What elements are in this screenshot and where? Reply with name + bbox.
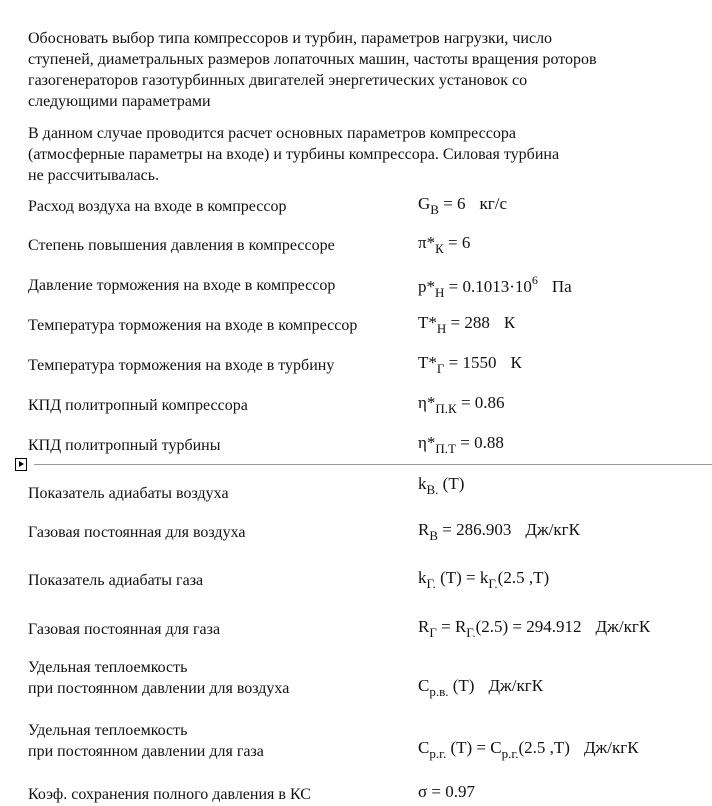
value: = 288 (450, 313, 490, 332)
math-expression[interactable] (418, 393, 505, 417)
value: = 6 (448, 233, 471, 252)
subscript: В (430, 202, 439, 217)
value: (2.5 ,T) (497, 568, 550, 587)
symbol: T* (418, 353, 437, 372)
intro-line: Обосновать выбор типа компрессоров и турбин, параметров нагрузки, число (28, 30, 553, 47)
value: = 6 (443, 194, 466, 213)
symbol: π* (418, 233, 436, 252)
label-line: при постоянном давлении для воздуха (28, 680, 290, 697)
subscript: p.г. (501, 746, 519, 761)
math-expression[interactable] (418, 194, 507, 218)
value: = 0.97 (431, 782, 476, 801)
symbol: C (418, 676, 430, 695)
param-label (28, 570, 203, 591)
symbol: R (418, 617, 430, 636)
subscript: В (429, 528, 439, 543)
math-expression[interactable] (418, 782, 475, 806)
symbol: η* (418, 393, 436, 412)
value: = 0.86 (460, 393, 505, 412)
symbol: R (418, 520, 430, 539)
math-expression[interactable] (418, 676, 543, 700)
subscript: Г. (466, 625, 476, 640)
param-label (28, 720, 264, 762)
label-line: Степень повышения давления в компрессоре (28, 237, 335, 254)
param-label (28, 355, 334, 376)
param-label (28, 435, 220, 456)
intro-line: следующими параметрами (28, 93, 211, 110)
value: = 1550 (448, 353, 497, 372)
param-label (28, 784, 311, 805)
unit: Па (551, 277, 572, 296)
label-line: Расход воздуха на входе в компрессор (28, 198, 287, 215)
label-line: Удельная теплоемкость (28, 659, 188, 676)
value: = 0.1013·10 (448, 277, 532, 296)
symbol: η* (418, 433, 436, 452)
value: = 0.88 (460, 433, 504, 452)
symbol: k (418, 474, 427, 493)
value: (2.5 ,T) (518, 738, 570, 757)
subscript: Г. (488, 576, 498, 591)
label-line: Газовая постоянная для воздуха (28, 524, 246, 541)
unit: Дж/кгК (525, 520, 580, 539)
param-label (28, 395, 248, 416)
subscript: p.г. (429, 746, 447, 761)
note-line: В данном случае проводится расчет основных параметров компрессора (28, 125, 516, 142)
param-label (28, 657, 289, 699)
symbol: G (418, 194, 431, 213)
math-expression[interactable] (418, 433, 504, 457)
note-line: не рассчитывалась. (28, 167, 160, 184)
subscript: В. (426, 482, 439, 497)
value: = R (441, 617, 467, 636)
label-line: Газовая постоянная для газа (28, 621, 221, 638)
collapse-region-arrow-icon[interactable] (15, 458, 27, 471)
intro-line: ступеней, диаметральных размеров лопаточных машин, частоты вращения роторов (28, 51, 597, 68)
value: (2.5) = 294.912 (475, 617, 582, 636)
subscript: П.Т (435, 441, 456, 456)
math-expression[interactable] (418, 273, 572, 301)
param-label (28, 619, 220, 640)
value: (T) = C (450, 738, 502, 757)
unit: кг/с (479, 194, 508, 213)
label-line: КПД политропный турбины (28, 437, 221, 454)
label-line: Показатель адиабаты воздуха (28, 485, 229, 502)
unit: Дж/кгК (595, 617, 651, 636)
label-line: Удельная теплоемкость (28, 722, 188, 739)
label-line: Показатель адиабаты газа (28, 572, 204, 589)
symbol: T* (418, 313, 437, 332)
subscript: Г. (426, 576, 436, 591)
unit: К (510, 353, 522, 372)
param-label (28, 235, 335, 256)
math-expression[interactable] (418, 233, 470, 257)
param-label (28, 483, 229, 504)
symbol: σ (418, 782, 428, 801)
subscript: П.К (435, 401, 457, 416)
label-line: Температура торможения на входе в компрессор (28, 317, 358, 334)
intro-line: газогенераторов газотурбинных двигателей энергетических установок со (28, 72, 528, 89)
unit: К (503, 313, 516, 332)
value: (T) (442, 474, 465, 493)
param-label (28, 522, 245, 543)
math-expression[interactable] (418, 313, 515, 337)
value: (T) (452, 676, 475, 695)
subscript: Г (436, 361, 445, 376)
subscript: Н (436, 321, 447, 336)
math-expression[interactable] (418, 353, 522, 377)
label-line: КПД политропный компрессора (28, 397, 248, 414)
intro-paragraph (28, 28, 597, 112)
math-expression[interactable] (418, 474, 464, 498)
value: (T) = k (440, 568, 489, 587)
note-paragraph (28, 123, 559, 186)
subscript: К (435, 241, 444, 256)
unit: Дж/кгК (583, 738, 639, 757)
param-label (28, 275, 335, 296)
value: = 286.903 (442, 520, 512, 539)
note-line: (атмосферные параметры на входе) и турбины компрессора. Силовая турбина (28, 146, 560, 163)
exponent: 6 (531, 273, 538, 287)
unit: Дж/кгК (488, 676, 544, 695)
param-label (28, 196, 286, 217)
subscript: p.в. (429, 684, 449, 699)
subscript: Н (435, 285, 445, 300)
math-expression[interactable] (418, 617, 650, 641)
label-line: при постоянном давлении для газа (28, 743, 264, 760)
region-separator (34, 464, 712, 465)
math-expression[interactable] (418, 520, 580, 544)
param-label (28, 315, 357, 336)
symbol: C (418, 738, 430, 757)
symbol: p* (418, 277, 435, 296)
math-expression[interactable] (418, 568, 549, 592)
subscript: Г (429, 625, 437, 640)
label-line: Коэф. сохранения полного давления в КС (28, 786, 311, 803)
math-expression[interactable] (418, 738, 639, 762)
symbol: k (418, 568, 427, 587)
label-line: Температура торможения на входе в турбину (28, 357, 335, 374)
label-line: Давление торможения на входе в компрессор (28, 277, 336, 294)
